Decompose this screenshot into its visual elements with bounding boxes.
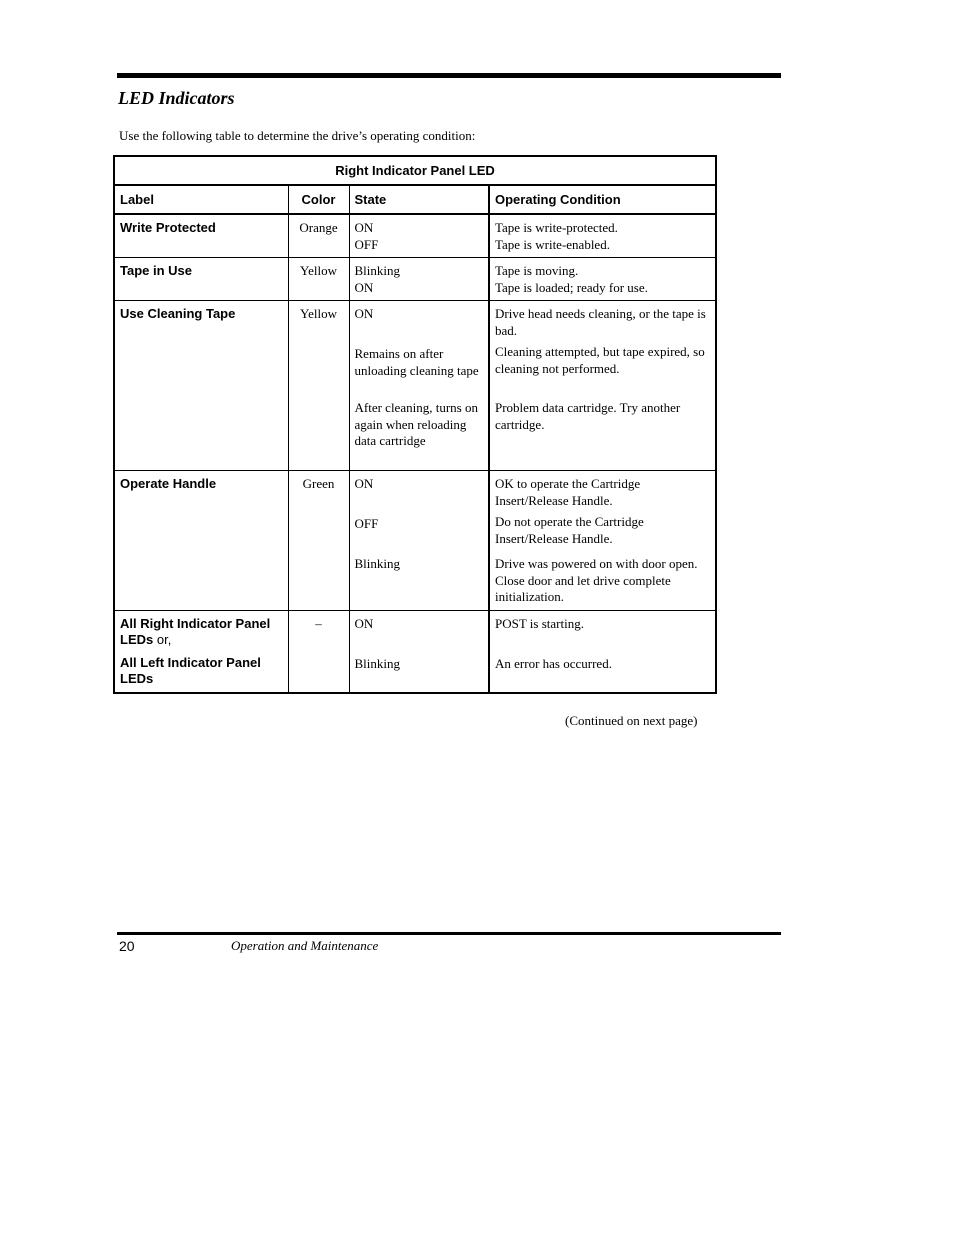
state-text: After cleaning, turns on again when reloading data cartridge <box>354 400 478 448</box>
header-color: Color <box>288 185 349 214</box>
table-caption-row <box>114 156 716 185</box>
header-state: State <box>349 185 489 214</box>
intro-text: Use the following table to determine the drive’s operating condition: <box>119 128 476 143</box>
row-color: Green <box>288 471 349 611</box>
condition-text: Problem data cartridge. Try another cartridge. <box>495 400 681 432</box>
table-header-row <box>114 185 716 214</box>
condition-text: Do not operate the Cartridge Insert/Release Handle. <box>495 514 644 546</box>
header-condition: Operating Condition <box>489 185 716 214</box>
header-label: Label <box>114 185 288 214</box>
condition-text: Cleaning attempted, but tape expired, so cleaning not performed. <box>495 344 705 376</box>
row-label-suffix: or, <box>153 632 172 647</box>
row-condition <box>489 258 716 301</box>
row-state <box>349 611 489 693</box>
state-text: Remains on after unloading cleaning tape <box>354 346 479 378</box>
row-label-primary: All Right Indicator Panel LEDs <box>120 616 271 647</box>
led-indicator-table <box>113 155 717 694</box>
row-label: Use Cleaning Tape <box>114 301 288 471</box>
state-text: Blinking <box>354 263 401 278</box>
row-label: Tape in Use <box>114 258 288 301</box>
row-color: – <box>288 611 349 693</box>
table-row <box>114 301 716 471</box>
section-title: LED Indicators <box>118 88 235 108</box>
condition-text: Drive was powered on with door open. Close door and let drive complete initialization. <box>495 556 698 604</box>
bottom-rule <box>117 932 781 935</box>
row-state <box>349 258 489 301</box>
condition-text: Tape is moving. <box>495 263 579 278</box>
row-state <box>349 214 489 258</box>
row-condition <box>489 214 716 258</box>
condition-text: Tape is write-enabled. <box>495 236 610 252</box>
condition-text: Tape is loaded; ready for use. <box>495 279 648 295</box>
state-text: ON <box>354 220 374 235</box>
state-text: ON <box>354 279 374 295</box>
table-row <box>114 258 716 301</box>
row-color: Yellow <box>288 258 349 301</box>
state-text: OFF <box>354 516 379 531</box>
row-color: Orange <box>288 214 349 258</box>
row-label-secondary: All Left Indicator Panel LEDs <box>120 655 261 686</box>
row-label: Operate Handle <box>114 471 288 611</box>
row-label: Write Protected <box>114 214 288 258</box>
state-text: ON <box>354 306 374 321</box>
top-rule <box>117 73 781 78</box>
table-row <box>114 611 716 693</box>
page-number: 20 <box>119 938 135 954</box>
condition-text: POST is starting. <box>495 616 584 631</box>
state-text: OFF <box>354 236 379 252</box>
row-color: Yellow <box>288 301 349 471</box>
footer-title: Operation and Maintenance <box>231 938 379 953</box>
row-state <box>349 471 489 611</box>
state-text: ON <box>354 476 374 491</box>
condition-text: OK to operate the Cartridge Insert/Release Handle. <box>495 476 641 508</box>
row-condition <box>489 611 716 693</box>
state-text: Blinking <box>354 656 401 671</box>
row-condition <box>489 471 716 611</box>
state-text: Blinking <box>354 556 401 571</box>
condition-text: Tape is write-protected. <box>495 220 618 235</box>
table-row <box>114 214 716 258</box>
condition-text: Drive head needs cleaning, or the tape is bad. <box>495 306 706 338</box>
row-condition <box>489 301 716 471</box>
continued-note: (Continued on next page) <box>565 713 698 728</box>
condition-text: An error has occurred. <box>495 656 612 671</box>
row-label <box>114 611 288 693</box>
table-caption: Right Indicator Panel LED <box>114 156 716 185</box>
state-text: ON <box>354 616 374 631</box>
table-row <box>114 471 716 611</box>
row-state <box>349 301 489 471</box>
